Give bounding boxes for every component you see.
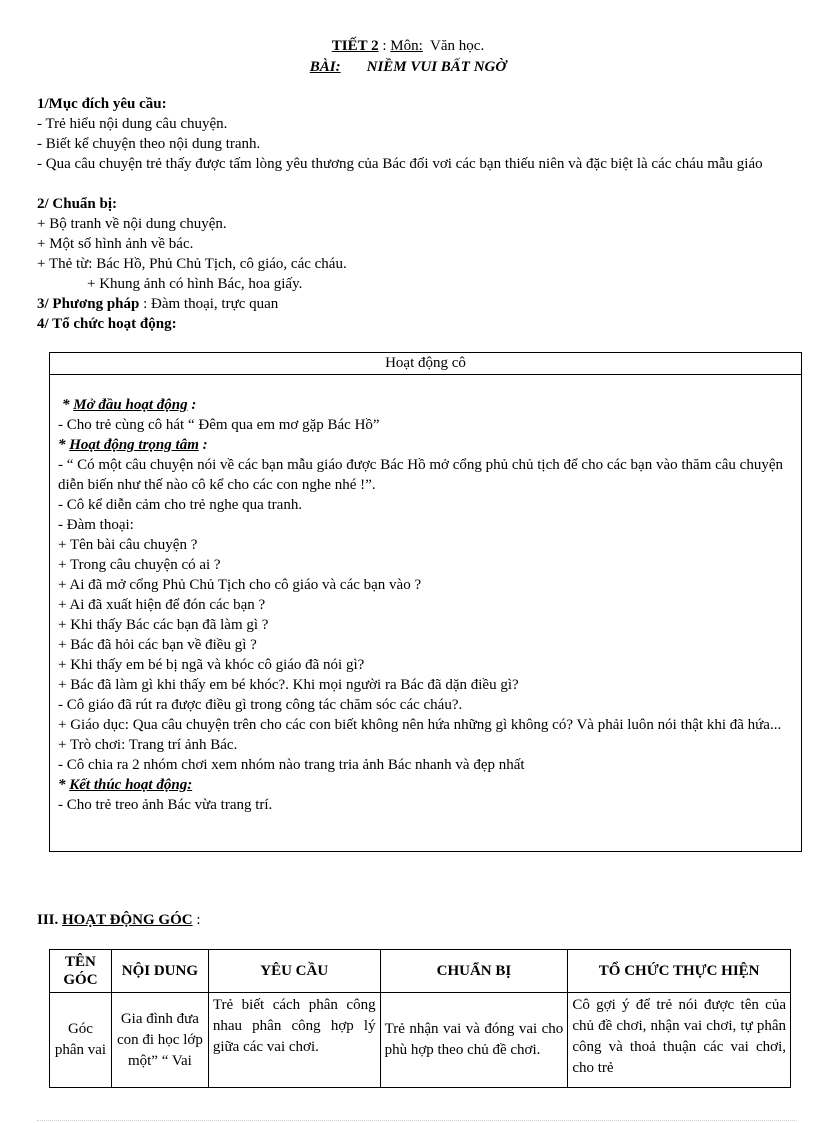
section-method [37, 294, 797, 314]
section-method-text: : Đàm thoại, trực quan [139, 296, 279, 312]
section-roman: III. [37, 912, 59, 928]
preparation-line: + Thẻ từ: Bác Hồ, Phủ Chủ Tịch, cô giáo, các cháu. [37, 256, 347, 272]
corner-activities-table [49, 949, 791, 1088]
cell-content: Gia đình đưa con đi học lớp một” “ Vai [111, 993, 208, 1088]
preparation-line: + Khung ảnh có hình Bác, hoa giấy. [87, 276, 303, 292]
activity-line: + Ai đã mở cổng Phủ Chủ Tịch cho cô giáo và các bạn vào ? [58, 577, 422, 593]
teacher-activity-box [49, 352, 802, 852]
closing-title: Kết thúc hoạt động: [69, 777, 193, 793]
activity-line: + Trò chơi: Trang trí ảnh Bác. [58, 737, 238, 753]
lesson-title-line [0, 58, 816, 76]
activity-line: + Giáo dục: Qua câu chuyện trên cho các con biết không nên hứa những gì không có? Và phải luôn nói thật khi đã hứa... [58, 717, 782, 733]
main-colon: : [198, 437, 208, 453]
subject-value: Văn học. [430, 38, 485, 54]
lesson-header [0, 37, 816, 55]
cell-corner-name: Góc phân vai [50, 993, 112, 1088]
main-title: Hoạt động trọng tâm [69, 437, 199, 453]
main-heading [58, 435, 793, 455]
activity-line: + Tên bài câu chuyện ? [58, 537, 198, 553]
page-bottom-rule [37, 1120, 797, 1121]
cell-requirement: Trẻ biết cách phân công nhau phân công hợp lý giữa các vai chơi. [208, 993, 380, 1088]
preparation-line: + Một số hình ảnh về bác. [37, 236, 194, 252]
section-corner-title: HOẠT ĐỘNG GÓC [62, 912, 193, 928]
opening-heading [58, 395, 793, 415]
activity-line: - Cô giáo đã rút ra được điều gì trong công tác chăm sóc các cháu?. [58, 697, 463, 713]
activity-line: + Bác đã hỏi các bạn về điều gì ? [58, 637, 257, 653]
section-method-title: 3/ Phương pháp [37, 296, 140, 312]
section-corner-colon: : [192, 912, 201, 928]
header-corner-name: TÊN GÓC [50, 950, 112, 993]
teacher-activity-content [50, 375, 801, 815]
section-organization-title: 4/ Tổ chức hoạt động: [37, 316, 177, 332]
activity-line: - Cho trẻ cùng cô hát “ Đêm qua em mơ gặp Bác Hồ” [58, 417, 380, 433]
header-requirement: YÊU CẦU [208, 950, 380, 993]
header-preparation: CHUẨN BỊ [380, 950, 568, 993]
subject-label: Môn: [390, 38, 423, 54]
header-implementation: TỔ CHỨC THỰC HIỆN [568, 950, 791, 993]
section-corner-activities [37, 910, 201, 930]
cell-implementation: Cô gợi ý để trẻ nói được tên của chủ đề chơi, nhận vai chơi, tự phân công và thoả thuận các vai chơi, cho trẻ [568, 993, 791, 1088]
activity-line: - Cô kể diễn cảm cho trẻ nghe qua tranh. [58, 497, 303, 513]
purpose-line: - Qua câu chuyện trẻ thấy được tấm lòng yêu thương của Bác đối vơi các bạn thiếu niên và đặc biệt là các cháu mẫu giáo [37, 156, 763, 172]
section-preparation [37, 194, 797, 334]
purpose-line: - Biết kể chuyện theo nội dung tranh. [37, 136, 261, 152]
purpose-line: - Trẻ hiểu nội dung câu chuyện. [37, 116, 228, 132]
lesson-title: NIỀM VUI BẤT NGỜ [366, 59, 507, 75]
lesson-label: BÀI: [309, 59, 341, 75]
activity-line: - Đàm thoại: [58, 517, 134, 533]
activity-line: - “ Có một câu chuyện nói về các bạn mẫu giáo được Bác Hồ mở cổng phủ chủ tịch để cho các bạn vào thăm câu chuyện diễn biến như thế nào cô kể cho các con nghe nhé !”. [58, 457, 783, 493]
activity-line: + Khi thấy Bác các bạn đã làm gì ? [58, 617, 269, 633]
activity-line: + Trong câu chuyện có ai ? [58, 557, 221, 573]
cell-preparation: Trẻ nhận vai và đóng vai cho phù hợp theo chủ đề chơi. [380, 993, 568, 1088]
activity-line: - Cho trẻ treo ảnh Bác vừa trang trí. [58, 797, 273, 813]
lesson-number: TIẾT 2 [331, 38, 379, 54]
opening-title: Mở đầu hoạt động [73, 397, 188, 413]
activity-line: + Ai đã xuất hiện để đón các bạn ? [58, 597, 266, 613]
section-purpose-title: 1/Mục đích yêu cầu: [37, 96, 167, 112]
activity-line: + Khi thấy em bé bị ngã và khóc cô giáo đã nói gì? [58, 657, 365, 673]
teacher-activity-header: Hoạt động cô [50, 353, 801, 375]
opening-colon: : [187, 397, 197, 413]
section-purpose [37, 94, 797, 174]
main-star: * [58, 437, 70, 453]
header-content: NỘI DUNG [111, 950, 208, 993]
preparation-line: + Bộ tranh về nội dung chuyện. [37, 216, 227, 232]
closing-star: * [58, 777, 70, 793]
closing-heading [58, 775, 793, 795]
table-row [50, 993, 791, 1088]
table-header-row [50, 950, 791, 993]
section-preparation-title: 2/ Chuẩn bị: [37, 196, 118, 212]
opening-star: * [62, 397, 74, 413]
activity-line: - Cô chia ra 2 nhóm chơi xem nhóm nào trang tria ảnh Bác nhanh và đẹp nhất [58, 757, 525, 773]
header-separator: : [378, 38, 391, 54]
activity-line: + Bác đã làm gì khi thấy em bé khóc?. Khi mọi người ra Bác đã dặn điều gì? [58, 677, 519, 693]
